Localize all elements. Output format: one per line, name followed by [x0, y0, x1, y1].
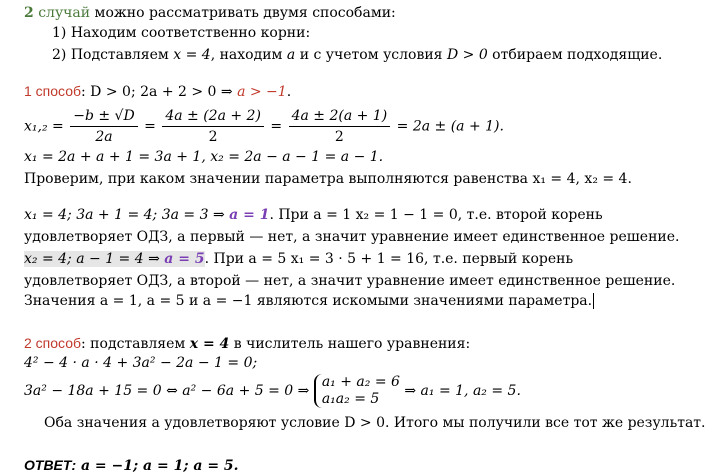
way1-summary — [24, 292, 594, 310]
way2-eq2-right: ⇒ a₁ = 1, a₂ = 5. — [404, 383, 521, 399]
way2-heading: 2 способ — [24, 335, 82, 351]
vieta-product: a₁a₂ = 5 — [321, 391, 380, 407]
answer-label: ОТВЕТ: — [24, 457, 77, 473]
fraction-1-num: −b ± √D — [70, 106, 137, 127]
answer-line — [24, 456, 239, 475]
fraction-3 — [289, 106, 391, 147]
fraction-1-den: 2a — [95, 129, 113, 145]
case-x2-conclusion: удовлетворяет ОДЗ, а второй — нет, а значит уравнение имеет единственное решение. — [24, 273, 676, 289]
case-x2-tail: . При a = 5 x₁ = 3 · 5 + 1 = 16, т.е. первый корень — [204, 251, 574, 267]
case-x1-result: a = 1 — [229, 207, 270, 223]
intro-item-2 — [52, 46, 662, 64]
item2-cond: D > 0 — [446, 47, 488, 63]
roots-values: x₁ = 2a + a + 1 = 3a + 1, x₂ = 2a − a − 1 = a − 1. — [24, 149, 384, 165]
way2-x: x = 4 — [189, 336, 230, 352]
way2-heading-line — [24, 334, 470, 353]
case-number: 2 — [24, 5, 34, 21]
case-x1-conclusion: удовлетворяет ОДЗ, а первый — нет, а значит уравнение имеет единственное решение. — [24, 229, 680, 245]
intro-item-1: 1) Находим соответственно корни: — [52, 25, 311, 41]
fraction-2 — [162, 106, 264, 147]
fraction-2-den: 2 — [208, 129, 218, 145]
roots-formula — [24, 106, 504, 147]
case-word: случай — [38, 5, 91, 21]
way1-condition: : D > 0; 2a + 2 > 0 ⇒ — [81, 84, 238, 100]
answer-values: a = −1; a = 1; a = 5. — [76, 458, 239, 474]
fraction-3-den: 2 — [334, 129, 344, 145]
item2-text: 2) Подставляем — [52, 47, 174, 63]
fraction-2-num: 4a ± (2a + 2) — [162, 106, 264, 127]
case-x1-line — [24, 206, 603, 224]
way1-summary-text: Значения a = 1, a = 5 и a = −1 являются искомыми значениями параметра. — [24, 293, 593, 309]
case-x2-eq: x₂ = 4; a − 1 = 4 ⇒ — [24, 251, 165, 267]
item2-a: a — [286, 47, 296, 63]
way1-heading: 1 способ — [24, 83, 82, 99]
item2-text4: отбираем подходящие. — [487, 47, 663, 63]
way1-result: a > −1 — [237, 84, 287, 100]
case-x1-eq: x₁ = 4; 3a + 1 = 4; 3a = 3 ⇒ — [24, 207, 230, 223]
roots-tail: = 2a ± (a + 1). — [396, 118, 504, 135]
item2-text2: , находим — [210, 47, 287, 63]
intro-line — [24, 4, 396, 22]
eq-sign-1: = — [144, 118, 156, 135]
way2-conclusion: Оба значения a удовлетворяют условие D > 0. Итого мы получили все тот же результат. — [44, 415, 706, 431]
roots-lhs: x₁,₂ = — [24, 118, 64, 135]
fraction-1 — [70, 106, 137, 147]
way2-eq2-left: 3a² − 18a + 15 = 0 ⇔ a² − 6a + 5 = 0 ⇒ — [24, 383, 310, 399]
case-x2-result: a = 5 — [164, 251, 205, 267]
vieta-system — [314, 374, 400, 408]
intro-text: можно рассматривать двумя способами: — [90, 5, 396, 21]
way2-equation-1: 4² − 4 · a · 4 + 3a² − 2a − 1 = 0; — [24, 355, 258, 371]
way2-equation-2 — [24, 374, 521, 408]
way2-text-a: : подставляем — [81, 336, 190, 352]
way1-heading-line — [24, 82, 291, 101]
case-x1-tail: . При a = 1 x₂ = 1 − 1 = 0, т.е. второй корень — [269, 207, 603, 223]
way1-dot: . — [286, 84, 292, 100]
item2-text3: и с учетом условия — [295, 47, 447, 63]
eq-sign-2: = — [270, 118, 283, 135]
vieta-sum: a₁ + a₂ = 6 — [321, 374, 400, 390]
way2-text-c: в числитель нашего уравнения: — [229, 336, 471, 352]
check-line: Проверим, при каком значении параметра выполняются равенства x₁ = 4, x₂ = 4. — [24, 171, 632, 187]
item2-x: x = 4 — [173, 47, 211, 63]
text-cursor — [593, 293, 594, 309]
fraction-3-num: 4a ± 2(a + 1) — [289, 106, 391, 127]
case-x2-line — [24, 250, 573, 268]
